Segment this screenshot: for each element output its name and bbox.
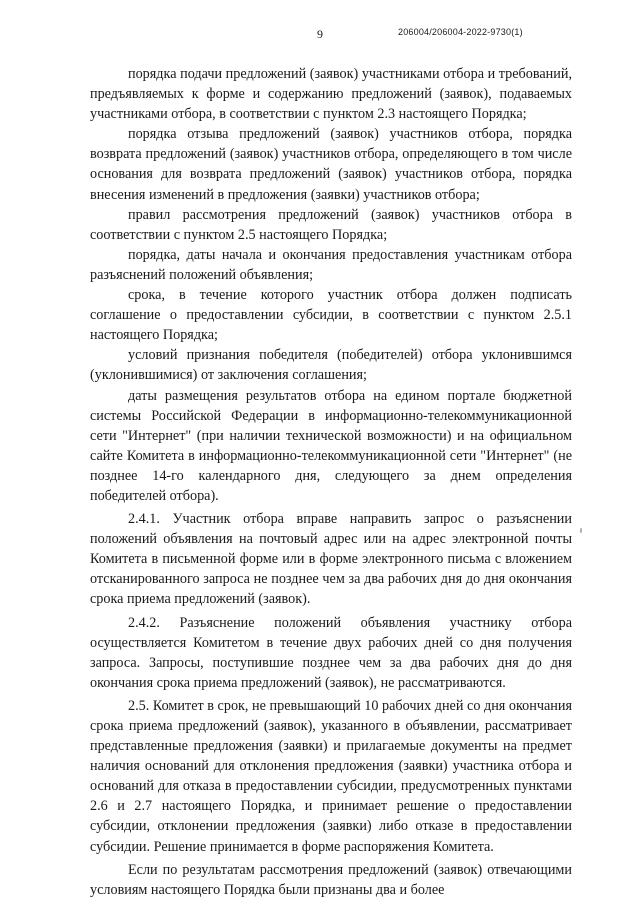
paragraph: порядка подачи предложений (заявок) участниками отбора и требований, предъявляемых к форме и содержанию предложений (заявок), подаваемых участниками отбора, в соответствии с пунктом 2.3 настоящего Порядка; (90, 66, 572, 123)
paragraph: 2.4.2. Разъяснение положений объявления участнику отбора осуществляется Комитетом в течение двух рабочих дней со дня получения запроса. Запросы, поступившие позднее чем за два рабочих дня до дня окончания срока приема предложений (заявок), не рассматриваются. (90, 614, 572, 691)
scan-speck (580, 528, 582, 533)
paragraph: порядка, даты начала и окончания предоставления участникам отбора разъяснений положений объявления; (90, 246, 572, 283)
paragraph: даты размещения результатов отбора на едином портале бюджетной системы Российской Федерации в информационно-телекоммуникационной сети "Интернет" (при наличии технической возможности) и на официальном сайте Комитета в информационно-телекоммуникационной сети "Интернет" (не позднее 14-го календарного дня, следующего за днем определения победителей отбора). (90, 387, 572, 504)
paragraph: 2.5. Комитет в срок, не превышающий 10 рабочих дней со дня окончания срока приема предложений (заявок), указанного в объявлении, рассматривает представленные предложения (заявки) и прилагаемые документы на предмет наличия оснований для отклонения предложения (заявки) участника отбора и оснований для отказа в предоставлении субсидии, предусмотренных пунктами 2.6 и 2.7 настоящего Порядка, и принимает решение о предоставлении субсидии, отклонении предложения (заявки) либо отказе в предоставлении субсидии. Решение принимается в форме распоряжения Комитета. (90, 697, 572, 855)
paragraph: порядка отзыва предложений (заявок) участников отбора, порядка возврата предложений (заявок) участников отбора, определяющего в том числе основания для возврата предложений (заявок) участников отбора, порядка внесения изменений в предложения (заявки) участников отбора; (90, 126, 572, 203)
paragraph: условий признания победителя (победителей) отбора уклонившимся (уклонившимися) от заключения соглашения; (90, 347, 572, 384)
document-body (90, 64, 572, 900)
page-number: 9 (317, 27, 323, 41)
paragraph: 2.4.1. Участник отбора вправе направить запрос о разъяснении положений объявления на почтовый адрес или на адрес электронной почты Комитета в письменной форме или в форме электронного письма с вложением отсканированного запроса не позднее чем за два рабочих дня до дня окончания срока приема предложений (заявок). (90, 511, 572, 608)
paragraph: срока, в течение которого участник отбора должен подписать соглашение о предоставлении субсидии, в соответствии с пунктом 2.5.1 настоящего Порядка; (90, 287, 572, 344)
document-id: 206004/206004-2022-9730(1) (398, 27, 523, 37)
paragraph: правил рассмотрения предложений (заявок) участников отбора в соответствии с пунктом 2.5 настоящего Порядка; (90, 206, 572, 243)
paragraph: Если по результатам рассмотрения предложений (заявок) отвечающими условиям настоящего Порядка были признаны два и более (90, 861, 572, 898)
